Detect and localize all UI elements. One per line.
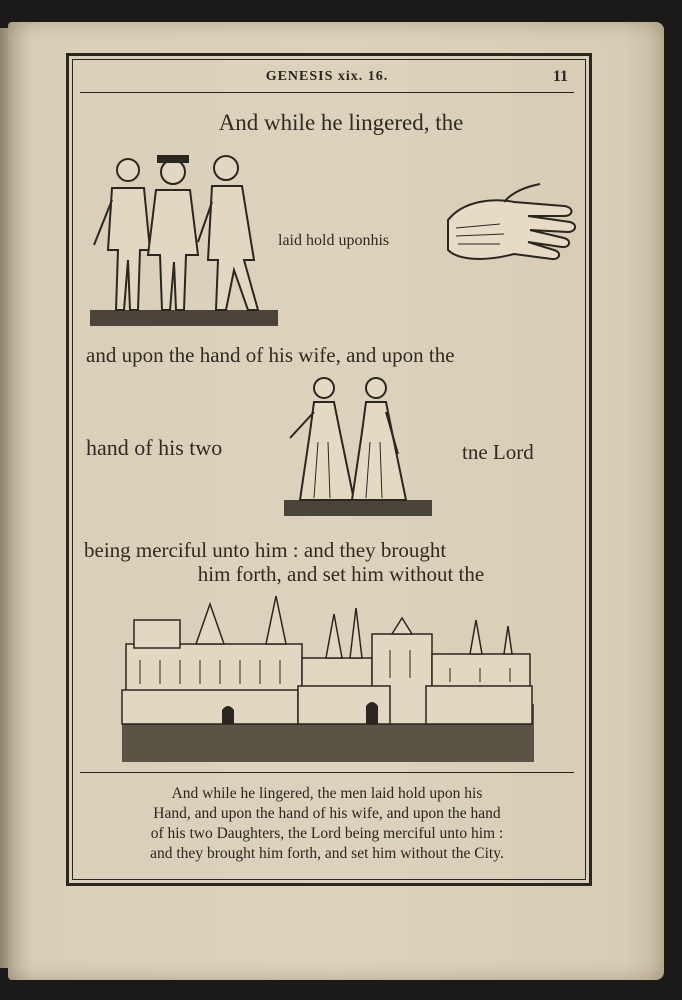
city-illustration [120,594,536,762]
hand-illustration [444,180,578,266]
three-men-illustration [88,150,280,332]
the-lord-text: tne Lord [462,440,534,464]
rebus-line-1: And while he lingered, the [218,110,464,135]
hand-of-his-two-text: hand of his two [86,435,223,460]
rebus-line-2: and upon the hand of his wife, and upon the [86,343,455,367]
caption-line-3: of his two Daughters, the Lord being merciful unto him : [150,825,504,842]
caption [80,772,574,867]
caption-line-2: Hand, and upon the hand of his wife, and upon the hand [153,805,501,822]
page-number: 11 [552,68,568,85]
two-daughters-illustration [280,372,436,522]
caption-line-1: And while he lingered, the men laid hold upon his [171,785,483,802]
rebus-line-3: being merciful unto him : and they brought [84,538,447,562]
running-head: GENESIS xix. 16. [265,69,389,84]
laid-hold-text: laid hold uponhis [278,232,390,249]
caption-line-4: and they brought him forth, and set him without the City. [150,845,504,862]
page-header [80,64,574,93]
rebus-line-4: him forth, and set him without the [197,562,485,586]
